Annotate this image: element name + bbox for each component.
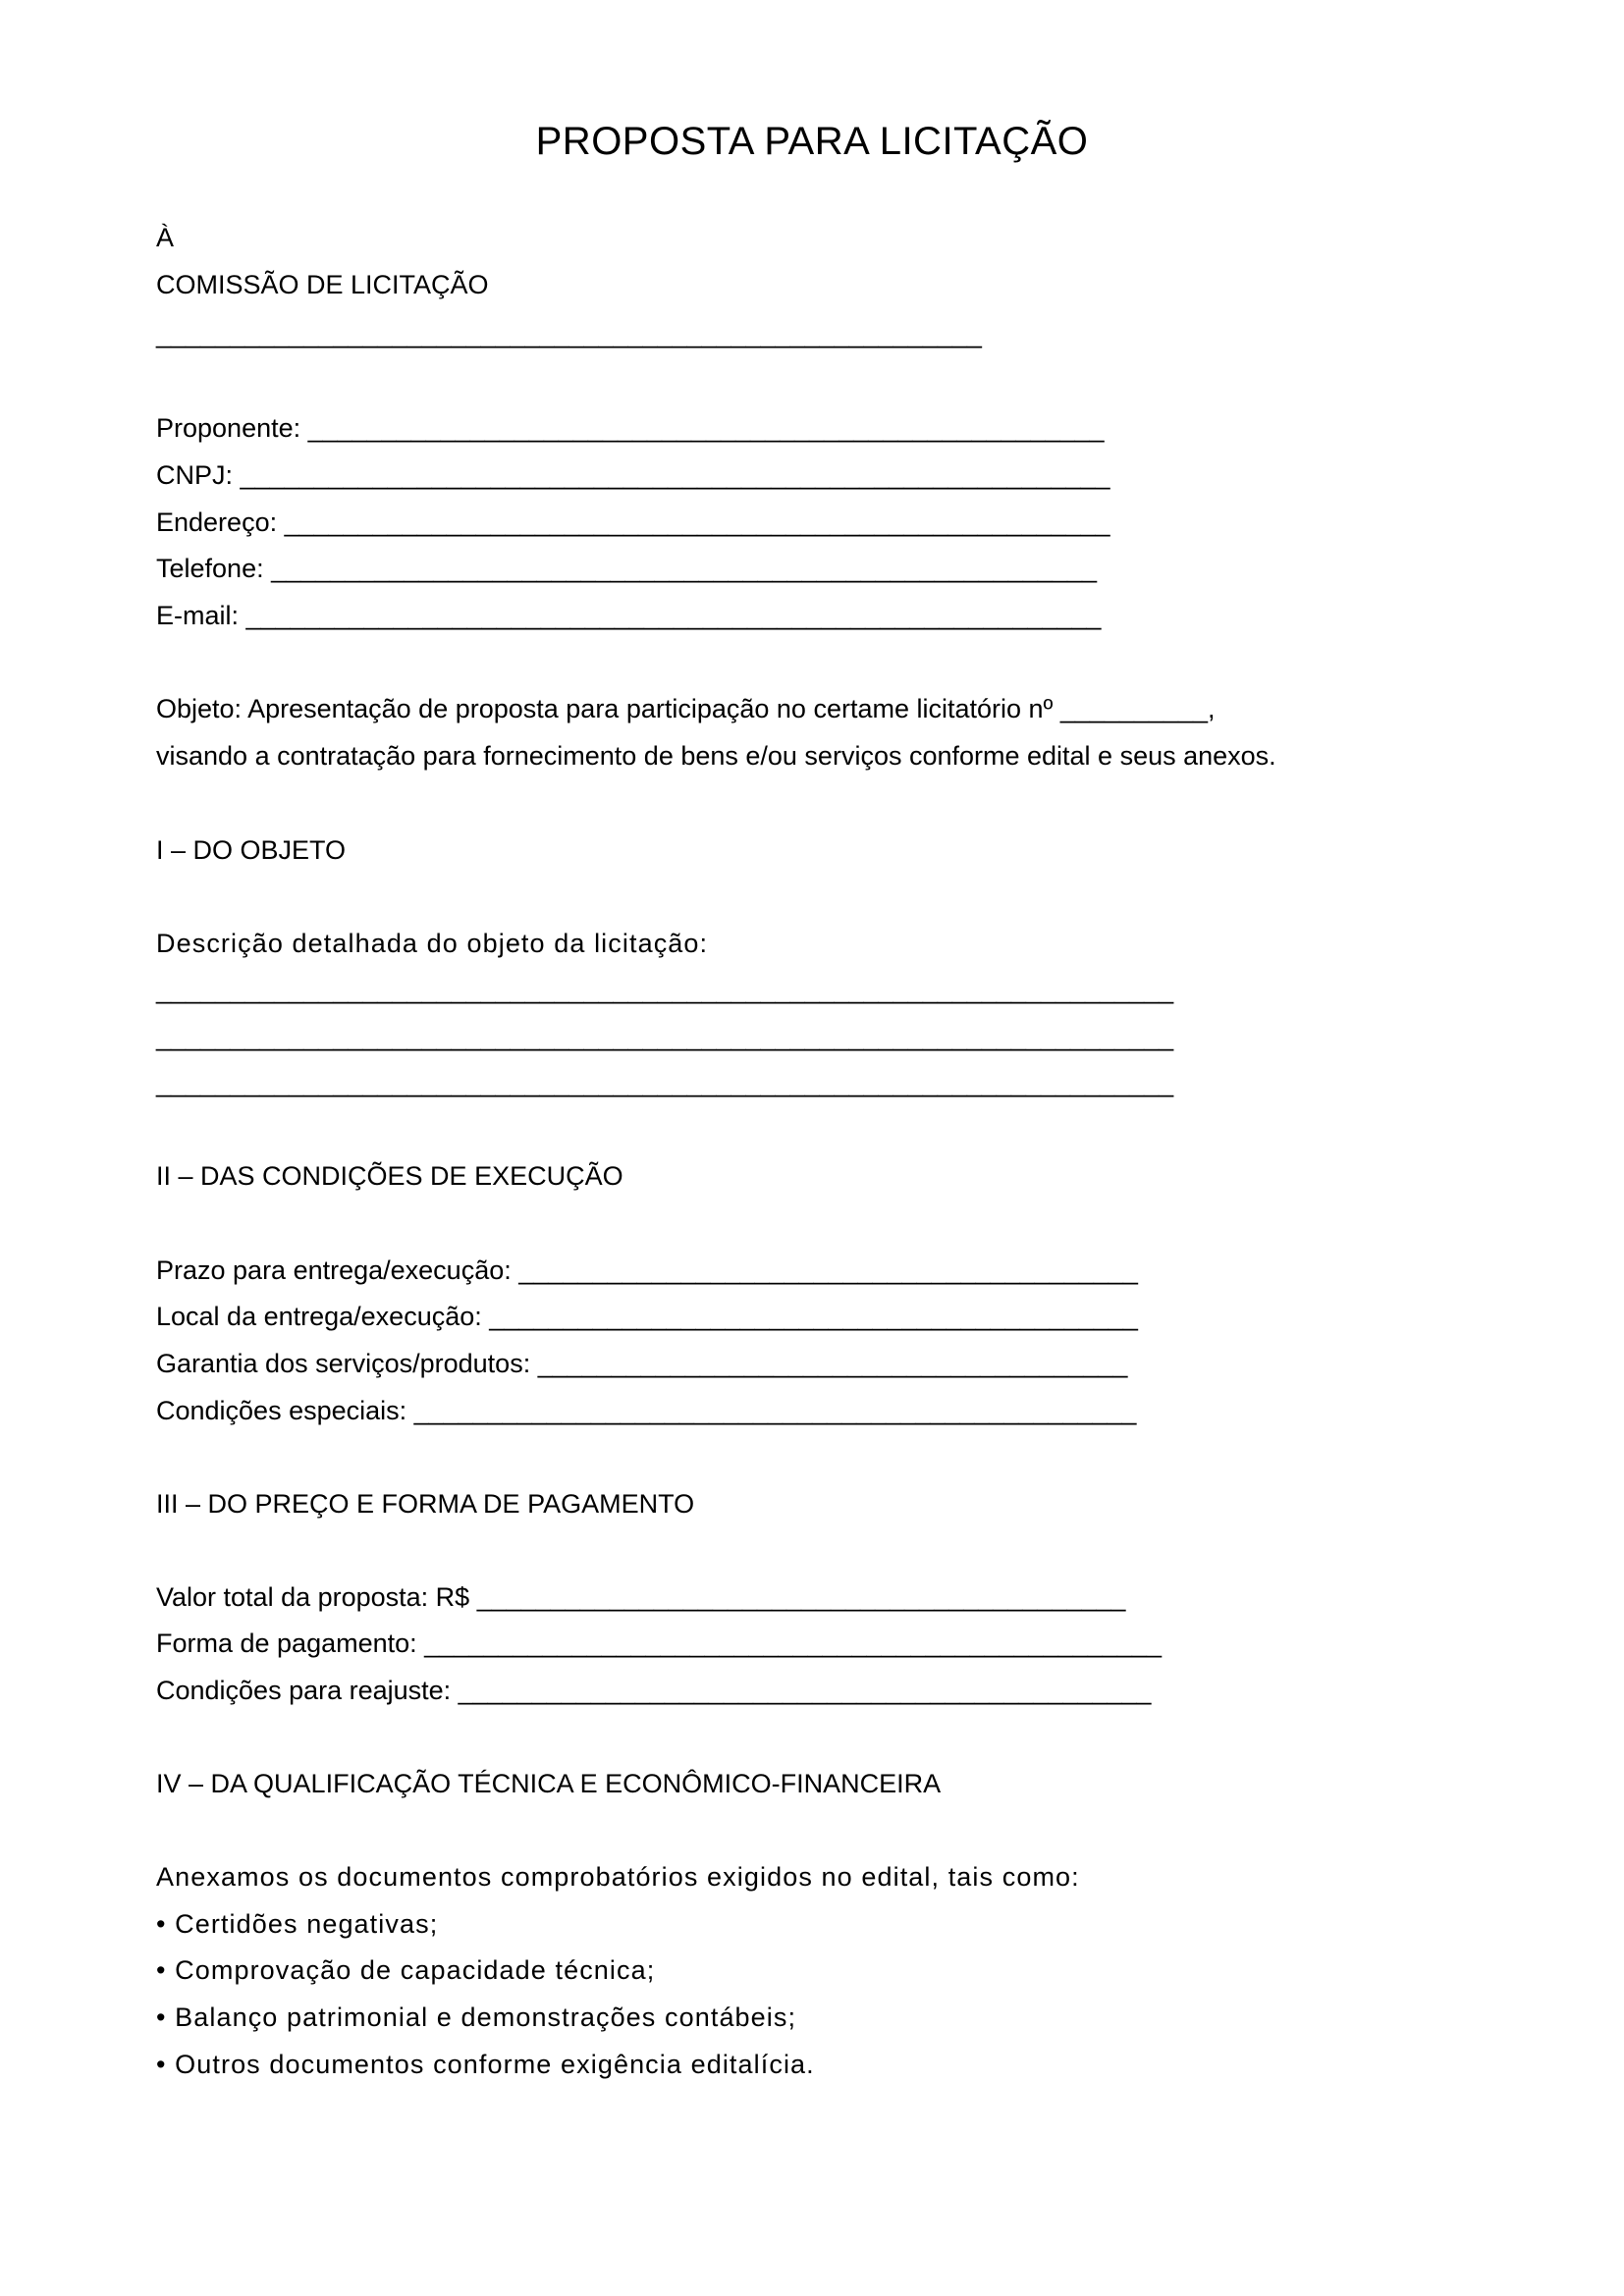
field-prazo-execucao: Prazo para entrega/execução: __________________________________________ — [156, 1255, 1138, 1285]
field-proponente: Proponente: ______________________________________________________ — [156, 413, 1105, 443]
field-endereco: Endereço: ________________________________________________________ — [156, 507, 1110, 537]
list-item-outros-documentos: • Outros documentos conforme exigência editalícia. — [156, 2050, 815, 2079]
section-1-heading: I – DO OBJETO — [156, 835, 347, 865]
addressee-blank-line: ________________________________________________________ — [156, 319, 982, 348]
field-valor-total: Valor total da proposta: R$ ____________________________________________ — [156, 1582, 1126, 1612]
document-title: PROPOSTA PARA LICITAÇÃO — [535, 120, 1089, 163]
field-email: E-mail: __________________________________________________________ — [156, 601, 1102, 630]
field-local-execucao: Local da entrega/execução: ____________________________________________ — [156, 1302, 1138, 1331]
section-3-heading: III – DO PREÇO E FORMA DE PAGAMENTO — [156, 1489, 695, 1519]
addressee-to: À — [156, 223, 175, 252]
section-1-blank-line-1: _____________________________________________________________________ — [156, 975, 1174, 1004]
field-telefone: Telefone: ________________________________________________________ — [156, 554, 1097, 583]
list-item-certidoes: • Certidões negativas; — [156, 1909, 439, 1939]
field-garantia: Garantia dos serviços/produtos: ________________________________________ — [156, 1349, 1128, 1378]
addressee-committee: COMISSÃO DE LICITAÇÃO — [156, 270, 489, 299]
section-1-blank-line-3: _____________________________________________________________________ — [156, 1068, 1174, 1097]
list-item-balanco: • Balanço patrimonial e demonstrações contábeis; — [156, 2002, 797, 2032]
object-paragraph-line-1: Objeto: Apresentação de proposta para participação no certame licitatório nº __________, — [156, 694, 1216, 723]
section-1-intro: Descrição detalhada do objeto da licitação: — [156, 929, 709, 958]
object-paragraph-line-2: visando a contratação para fornecimento de bens e/ou serviços conforme edital e seus anexos. — [156, 741, 1276, 771]
list-item-capacidade-tecnica: • Comprovação de capacidade técnica; — [156, 1955, 656, 1985]
section-4-intro: Anexamos os documentos comprobatórios exigidos no edital, tais como: — [156, 1862, 1080, 1892]
field-cnpj: CNPJ: ___________________________________________________________ — [156, 460, 1110, 490]
field-forma-pagamento: Forma de pagamento: __________________________________________________ — [156, 1629, 1162, 1658]
section-1-blank-line-2: _____________________________________________________________________ — [156, 1022, 1174, 1051]
section-2-heading: II – DAS CONDIÇÕES DE EXECUÇÃO — [156, 1161, 623, 1191]
section-4-heading: IV – DA QUALIFICAÇÃO TÉCNICA E ECONÔMICO-FINANCEIRA — [156, 1769, 942, 1798]
field-condicoes-reajuste: Condições para reajuste: _______________________________________________ — [156, 1676, 1152, 1705]
field-condicoes-especiais: Condições especiais: _________________________________________________ — [156, 1396, 1137, 1425]
